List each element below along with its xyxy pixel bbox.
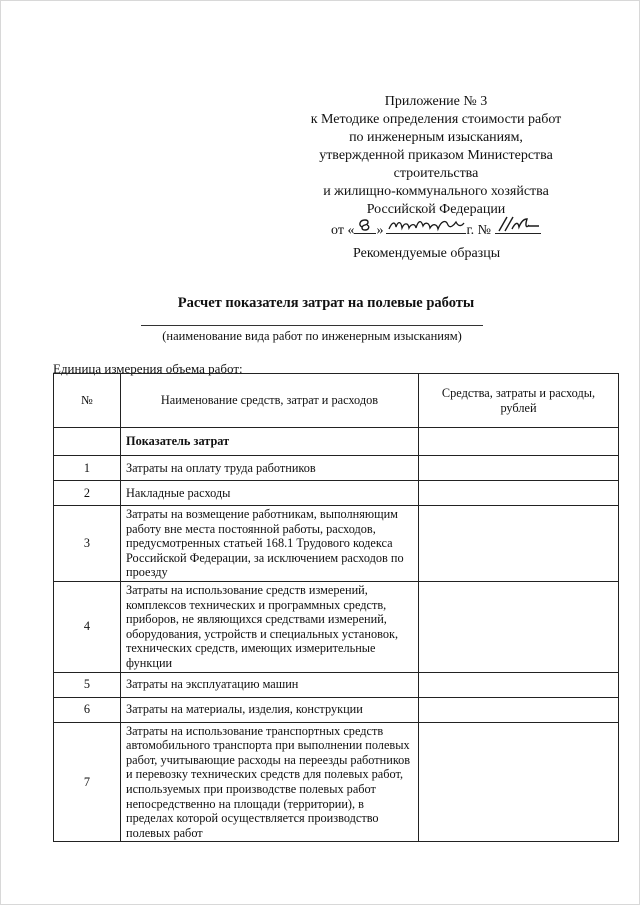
section-row (54, 428, 619, 456)
appendix-line: утвержденной приказом Министерства (319, 148, 553, 163)
row-name: Затраты на использование средств измерений, комплексов технических и программных средств, приборов, не являющихся средствами измерений, оборудования, устройств и специальных установок, технических средств, имеющих измерительные функции (121, 581, 419, 672)
appendix-line: к Методике определения стоимости работ (310, 112, 562, 127)
appendix-block (271, 93, 601, 240)
table-row (54, 697, 619, 722)
row-name: Затраты на использование транспортных средств автомобильного транспорта при выполнении полевых работ, учитывающие расходы на переезды работников и перевозку технических средств для полевых работ, используемых при производстве полевых работ непосредственно на площади (территории), в пределах которой осуществляется производство полевых работ (121, 722, 419, 842)
date-mid: » (376, 223, 384, 238)
row-sum (419, 581, 619, 672)
handwritten-day (354, 213, 376, 239)
row-sum (419, 506, 619, 582)
table-cell (419, 428, 619, 456)
appendix-line: Приложение № 3 (384, 94, 488, 109)
header-sum: Средства, затраты и расходы, рублей (419, 374, 619, 428)
order-date-line (331, 219, 541, 240)
row-sum (419, 722, 619, 842)
row-number: 7 (54, 722, 121, 842)
row-number: 6 (54, 697, 121, 722)
row-name: Затраты на возмещение работникам, выполняющим работу вне места постоянной работы, расходов, предусмотренных статьей 168.1 Трудового кодекса Российской Федерации, за исключением расходов по проезду (121, 506, 419, 582)
work-type-underline (141, 325, 483, 326)
row-sum (419, 456, 619, 481)
header-name: Наименование средств, затрат и расходов (121, 374, 419, 428)
row-name: Накладные расходы (121, 481, 419, 506)
table-row (54, 456, 619, 481)
row-number: 2 (54, 481, 121, 506)
row-number: 5 (54, 672, 121, 697)
row-name: Затраты на материалы, изделия, конструкции (121, 697, 419, 722)
row-name: Затраты на оплату труда работников (121, 456, 419, 481)
year-suffix: г. № (466, 223, 491, 238)
row-sum (419, 672, 619, 697)
unit-of-measure-label: Единица измерения объема работ: (53, 361, 243, 376)
table-header-row (54, 374, 619, 428)
appendix-line: строительства (393, 166, 479, 181)
date-prefix: от « (331, 223, 355, 238)
handwritten-month-year (386, 213, 466, 241)
appendix-line: по инженерным изысканиям, (349, 130, 523, 145)
row-sum (419, 481, 619, 506)
row-name: Затраты на эксплуатацию машин (121, 672, 419, 697)
recommended-samples-label: Рекомендуемые образцы (353, 246, 501, 261)
table-row (54, 722, 619, 842)
table-row (54, 581, 619, 672)
section-label: Показатель затрат (121, 428, 419, 456)
table-row (54, 506, 619, 582)
table-row (54, 672, 619, 697)
handwritten-number (495, 213, 541, 241)
row-number: 1 (54, 456, 121, 481)
appendix-line: и жилищно-коммунального хозяйства (323, 184, 549, 199)
row-sum (419, 697, 619, 722)
table-cell (54, 428, 121, 456)
table-row (54, 481, 619, 506)
header-number: № (54, 374, 121, 428)
row-number: 4 (54, 581, 121, 672)
document-title: Расчет показателя затрат на полевые работы (177, 295, 475, 311)
appendix-line: Российской Федерации (366, 202, 506, 217)
cost-table (53, 373, 619, 842)
work-type-caption: (наименование вида работ по инженерным изысканиям) (162, 329, 462, 343)
row-number: 3 (54, 506, 121, 582)
